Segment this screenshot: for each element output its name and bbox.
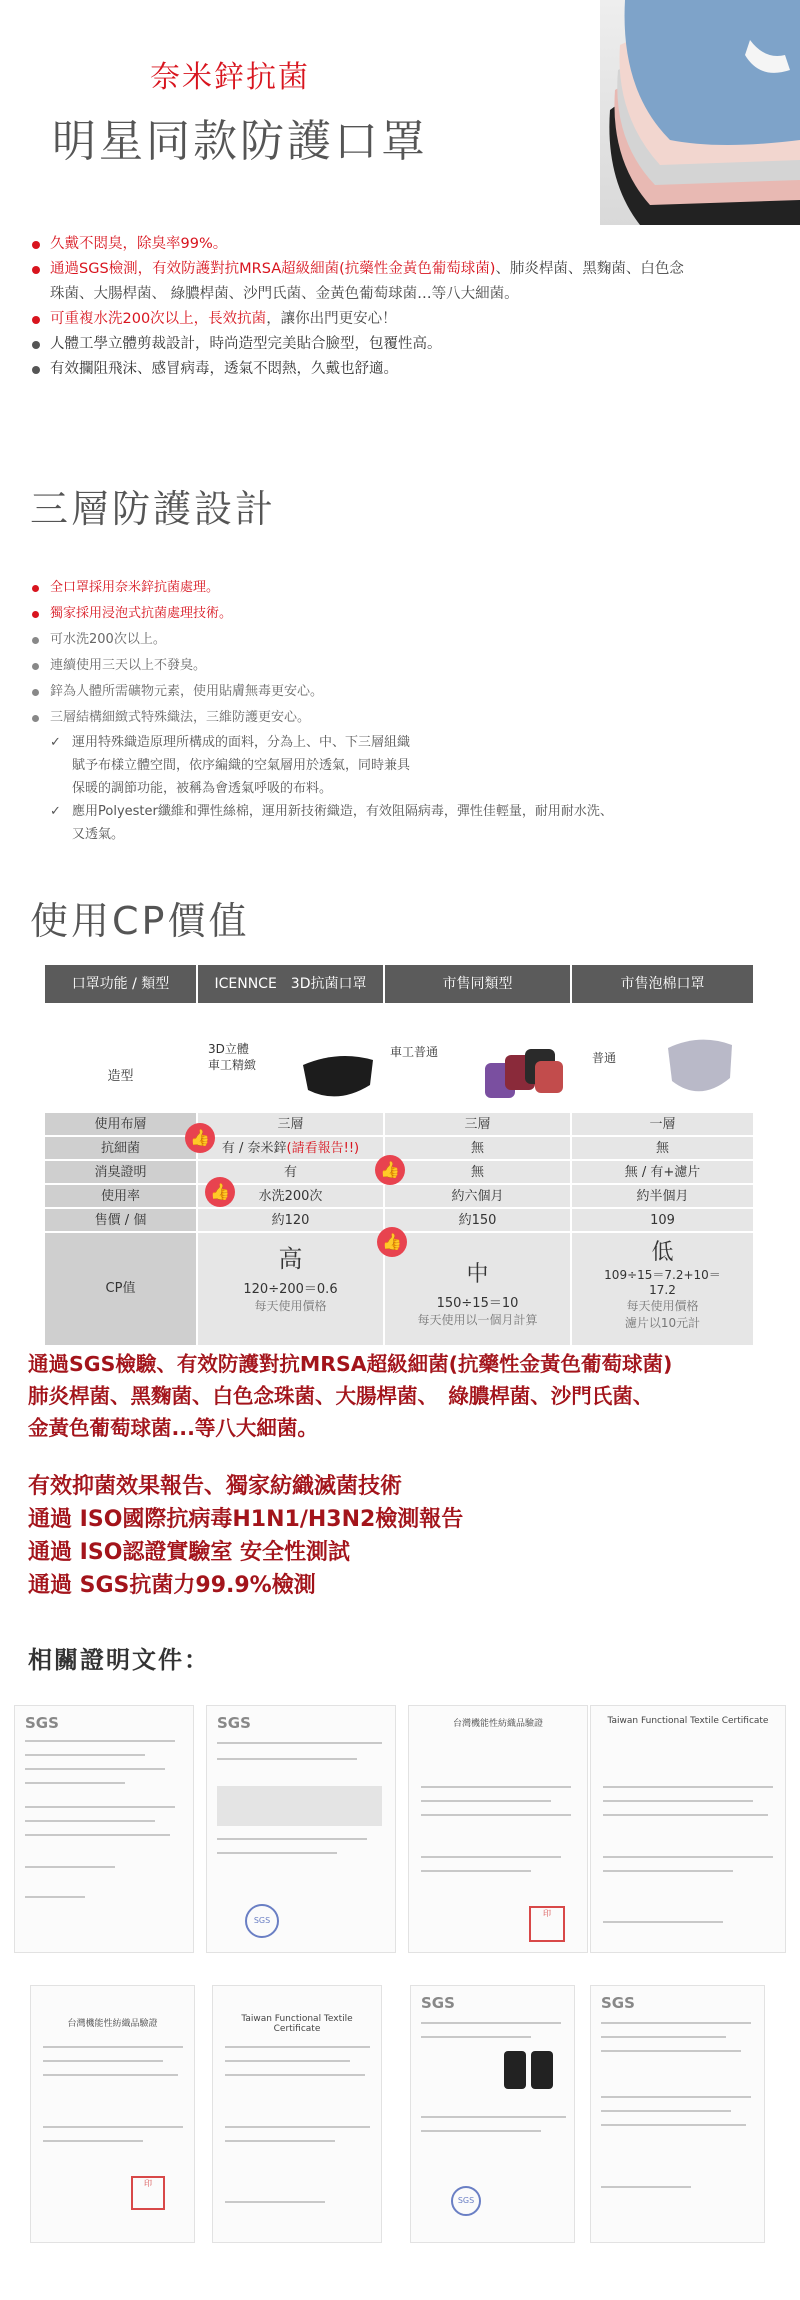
cert-title: 台灣機能性紡織品驗證 xyxy=(452,1719,543,1729)
docs-title: 相關證明文件： xyxy=(28,1646,210,1674)
cp-grade: 低 xyxy=(651,1240,674,1265)
cert-title: 台灣機能性紡織品驗證 xyxy=(67,2019,158,2029)
red-seal: 印 xyxy=(131,2176,165,2210)
report-line: 通過 ISO國際抗病毒H1N1/H3N2檢測報告 xyxy=(28,1507,464,1532)
table-cell: 三層 xyxy=(385,1113,572,1137)
cp-grade: 高 xyxy=(278,1245,303,1273)
bullet-text: 久戴不悶臭，除臭率99%。 xyxy=(50,236,228,252)
thumbs-up-icon: 👍 xyxy=(205,1177,235,1207)
comparison-table xyxy=(45,965,753,1345)
sgs-line: 肺炎桿菌、黑麴菌、白色念珠菌、大腸桿菌、 綠膿桿菌、沙門氏菌、 xyxy=(28,1384,654,1408)
bullet-text: 人體工學立體剪裁設計，時尚造型完美貼合臉型，包覆性高。 xyxy=(50,336,442,352)
row-label-text: 造型 xyxy=(107,1069,134,1084)
sgs-stamp: SGS xyxy=(245,1904,279,1938)
feature-text: 可水洗200次以上。 xyxy=(50,632,166,647)
table-header-cell: ICENNCE 3D抗菌口罩 xyxy=(198,965,385,1003)
table-cell: 水洗200次 xyxy=(198,1185,385,1209)
certificate-document[interactable] xyxy=(212,1985,382,2243)
certificate-document[interactable] xyxy=(590,1705,786,1953)
feature-item xyxy=(30,705,750,731)
feature-text: 全口罩採用奈米鋅抗菌處理。 xyxy=(50,580,220,595)
table-cell: 約150 xyxy=(385,1209,572,1233)
hero-subtitle: 奈米鋅抗菌 xyxy=(150,60,310,95)
feature-text: 獨家採用浸泡式抗菌處理技術。 xyxy=(50,606,233,621)
cp-note: 每天使用價格 xyxy=(626,1299,699,1313)
bullet-text: 可重複水洗200次以上，長效抗菌 xyxy=(50,311,267,327)
table-cell xyxy=(198,1137,385,1161)
product-cell xyxy=(572,1003,753,1113)
row-label: 使用布層 xyxy=(45,1113,198,1137)
cert-title: Taiwan Functional Textile Certificate xyxy=(607,1716,769,1726)
feature-bullets xyxy=(30,232,780,382)
cp-calc: 120÷200＝0.6 xyxy=(243,1282,338,1297)
bullet-text: 有效攔阻飛沫、感冒病毒，透氣不悶熱，久戴也舒適。 xyxy=(50,361,398,377)
sgs-line: 通過SGS檢驗、有效防護對抗MRSA超級細菌(抗藥性金黃色葡萄球菌) xyxy=(28,1352,673,1376)
row-label xyxy=(45,1003,198,1113)
report-line: 通過 SGS抗菌力99.9%檢測 xyxy=(28,1573,316,1598)
sgs-logo: SGS xyxy=(601,1994,635,2012)
table-cell: 約六個月 xyxy=(385,1185,572,1209)
bullet-text-cont: 、肺炎桿菌、黑麴菌、白色念 xyxy=(495,261,684,277)
bullet-item xyxy=(30,307,780,332)
sgs-logo: SGS xyxy=(217,1714,251,1732)
red-seal: 印 xyxy=(529,1906,565,1942)
sgs-line: 金黃色葡萄球菌...等八大細菌。 xyxy=(28,1416,318,1440)
sgs-logo: SGS xyxy=(25,1714,59,1732)
feature-text: 三層結構細緻式特殊織法，三維防護更安心。 xyxy=(50,710,311,725)
cp-calc: 150÷15＝10 xyxy=(436,1296,519,1311)
check-line: 運用特殊織造原理所構成的面料，分為上、中、下三層組織 xyxy=(72,735,411,750)
feature-item xyxy=(30,575,750,601)
mask-photo xyxy=(600,0,800,225)
cp-grade: 中 xyxy=(466,1262,489,1287)
certificate-document[interactable] xyxy=(206,1705,396,1953)
three-layer-features xyxy=(30,575,750,846)
table-header-cell: 市售同類型 xyxy=(385,965,572,1003)
table-cell: 三層 xyxy=(198,1113,385,1137)
cp-calc: 109÷15＝7.2+10＝ xyxy=(604,1268,721,1282)
stacked-masks-illustration xyxy=(600,0,800,225)
report-summary xyxy=(28,1470,788,1602)
colored-masks-image xyxy=(480,1043,570,1108)
check-line: 應用Polyester纖維和彈性絲棉，運用新技術織造，有效阻隔病毒，彈性佳輕量，耐用耐水洗、 xyxy=(72,804,613,819)
report-line: 通過 ISO認證實驗室 安全性測試 xyxy=(28,1540,351,1565)
certificate-document[interactable] xyxy=(30,1985,195,2243)
product-desc: 車工普通 xyxy=(390,1045,439,1059)
row-label xyxy=(45,1233,198,1345)
cp-note: 濾片以10元計 xyxy=(624,1316,701,1330)
cp-cell xyxy=(572,1233,753,1345)
table-header-cell: 市售泡棉口罩 xyxy=(572,965,753,1003)
certificate-document[interactable] xyxy=(410,1985,575,2243)
thumbs-up-icon: 👍 xyxy=(375,1155,405,1185)
table-cell: 無 xyxy=(385,1137,572,1161)
cert-title: Taiwan Functional Textile Certificate xyxy=(241,2014,353,2034)
table-row xyxy=(45,1185,753,1209)
table-row xyxy=(45,1113,753,1137)
product-desc-line: 車工精緻 xyxy=(208,1058,257,1072)
feature-item xyxy=(30,627,750,653)
black-mask-image xyxy=(298,1045,378,1105)
table-header-row xyxy=(45,965,753,1003)
certificate-document[interactable] xyxy=(408,1705,588,1953)
certificate-document[interactable] xyxy=(590,1985,765,2243)
foam-mask-image xyxy=(660,1033,740,1103)
table-header-cell: 口罩功能 / 類型 xyxy=(45,965,198,1003)
check-line: 又透氣。 xyxy=(72,827,125,842)
thumbs-up-icon: 👍 xyxy=(185,1123,215,1153)
check-line: 賦予布樣立體空間，依序編織的空氣層用於透氣，同時兼具 xyxy=(72,758,411,773)
sgs-summary xyxy=(28,1348,788,1444)
bullet-text-line2: 珠菌、大腸桿菌、 綠膿桿菌、沙門氏菌、金黃色葡萄球菌…等八大細菌。 xyxy=(50,286,519,302)
cp-calc: 17.2 xyxy=(649,1283,676,1297)
bullet-item xyxy=(30,357,780,382)
row-label: 售價 / 個 xyxy=(45,1209,198,1233)
row-label: 消臭證明 xyxy=(45,1161,198,1185)
bullet-item xyxy=(30,232,780,257)
bullet-text-cont: ，讓你出門更安心！ xyxy=(266,311,397,327)
table-cell: 109 xyxy=(572,1209,753,1233)
row-label: 使用率 xyxy=(45,1185,198,1209)
row-label: 抗細菌 xyxy=(45,1137,198,1161)
bullet-item xyxy=(30,332,780,357)
bullet-item xyxy=(30,257,780,307)
hero-banner xyxy=(0,0,800,225)
table-cell: 無 xyxy=(385,1161,572,1185)
certificate-document[interactable] xyxy=(14,1705,194,1953)
sgs-logo: SGS xyxy=(421,1994,455,2012)
cp-cell xyxy=(198,1233,385,1345)
cp-note: 每天使用價格 xyxy=(254,1299,327,1313)
checkmark-icon: ✓ xyxy=(50,735,61,750)
report-line: 有效抑菌效果報告、獨家紡織滅菌技術 xyxy=(28,1474,403,1499)
row-label-text: CP值 xyxy=(105,1281,136,1296)
check-line: 保暖的調節功能，被稱為會透氣呼吸的布料。 xyxy=(72,781,333,796)
table-cell: 一層 xyxy=(572,1113,753,1137)
product-desc: 普通 xyxy=(592,1051,617,1065)
table-cell: 約120 xyxy=(198,1209,385,1233)
feature-item xyxy=(30,601,750,627)
table-cell: 約半個月 xyxy=(572,1185,753,1209)
feature-text: 連續使用三天以上不發臭。 xyxy=(50,658,207,673)
black-mask-image xyxy=(499,2046,559,2096)
cp-title: 使用CP價值 xyxy=(30,899,250,943)
thumbs-up-icon: 👍 xyxy=(377,1227,407,1257)
product-cell xyxy=(198,1003,385,1113)
check-item xyxy=(30,731,750,800)
sgs-stamp: SGS xyxy=(451,2186,481,2216)
feature-item xyxy=(30,679,750,705)
cp-note: 每天使用以一個月計算 xyxy=(417,1313,538,1327)
table-row-type xyxy=(45,1003,753,1113)
table-cell: 無 xyxy=(572,1137,753,1161)
product-desc-line: 3D立體 xyxy=(208,1042,249,1056)
check-item xyxy=(30,800,750,846)
checkmark-icon: ✓ xyxy=(50,804,61,819)
feature-text: 鋅為人體所需礦物元素，使用貼膚無毒更安心。 xyxy=(50,684,324,699)
cp-cell xyxy=(385,1233,572,1345)
product-desc xyxy=(208,1041,256,1073)
feature-item xyxy=(30,653,750,679)
hero-title: 明星同款防護口罩 xyxy=(52,116,428,167)
table-cell: 有 xyxy=(198,1161,385,1185)
bullet-text: 通過SGS檢測，有效防護對抗MRSA超級細菌(抗藥性金黃色葡萄球菌) xyxy=(50,261,496,277)
table-cell: 無 / 有+濾片 xyxy=(572,1161,753,1185)
cell-text: 有 / 奈米鋅 xyxy=(221,1141,287,1156)
three-layer-title: 三層防護設計 xyxy=(30,487,277,531)
product-cell xyxy=(385,1003,572,1113)
report-note: (請看報告!!) xyxy=(286,1141,360,1156)
